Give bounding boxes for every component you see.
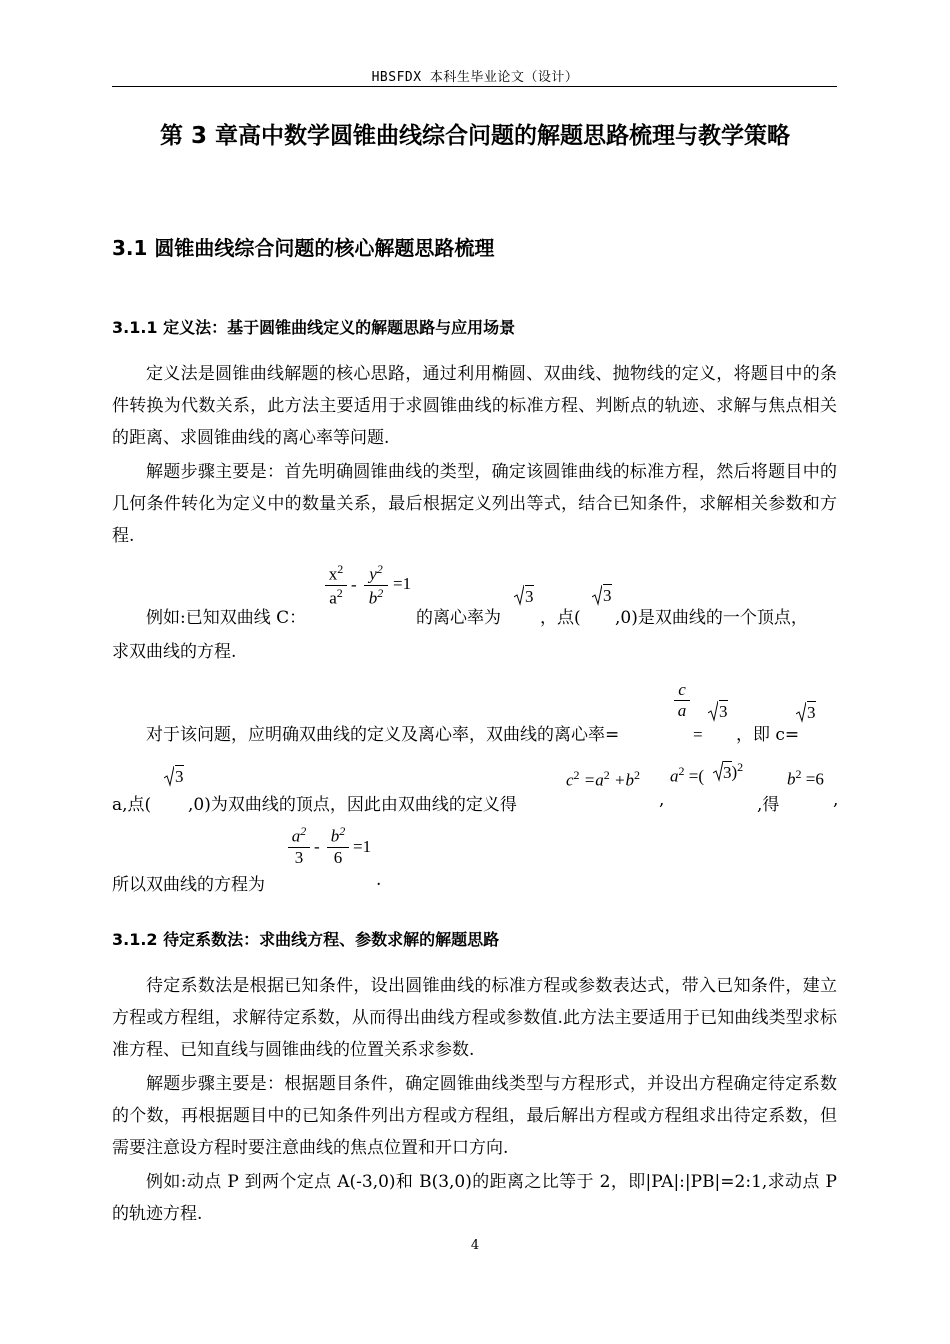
equation-a2-sqrt3: $a^2$ =( (670, 764, 704, 786)
paragraph-example-2: 例如:动点 P 到两个定点 A(-3,0)和 B(3,0)的距离之比等于 2，即|PA|:|PB|=2:1,求动点 P 的轨迹方程. (112, 1172, 838, 1224)
chapter-title: 第 3 章高中数学圆锥曲线综合问题的解题思路梳理与教学策略 (159, 123, 791, 149)
fraction-b2-6: $\frac{b^2}{6}$ (327, 824, 349, 868)
running-header: HBSFDX 本科生毕业论文（设计） (371, 70, 579, 85)
sqrt-3 (796, 701, 806, 723)
section-heading-3-1: 3.1 圆锥曲线综合问题的核心解题思路梳理 (112, 236, 495, 260)
paragraph-solution-steps: 解题步骤主要是：首先明确圆锥曲线的类型，确定该圆锥曲线的标准方程，然后将题目中的几何条件转化为定义中的数量关系，最后根据定义列出等式，结合已知条件，求解相关参数和方程. (112, 462, 837, 546)
fraction-c-a: $\frac{c}{a}$ (674, 680, 690, 721)
sqrt-3 (713, 760, 723, 782)
subsection-heading-3-1-2: 3.1.2 待定系数法：求曲线方程、参数求解的解题思路 (112, 930, 500, 949)
fraction-a2-3: $\frac{a^2}{3}$ (288, 824, 310, 868)
fraction-y2-b2: $\frac{y^2}{b^2}$ (364, 562, 388, 608)
paragraph-definition-method: 定义法是圆锥曲线解题的核心思路，通过利用椭圆、双曲线、抛物线的定义，将题目中的条件转换为代数关系，此方法主要适用于求圆锥曲线的标准方程、判断点的轨迹、求解与焦点相关的距离、求圆锥曲线的离心率等问题. (112, 364, 837, 448)
page-number: 4 (470, 1238, 480, 1253)
sqrt-3 (164, 765, 174, 787)
fraction-x2-a2: $\frac{x^2}{a^2}$ (325, 562, 347, 608)
equation-c2-a2-b2: $c^2 =a^2 +b^2$ (566, 768, 641, 790)
equation-b2-6: $b^2 =6$ (787, 767, 824, 789)
sqrt-3 (514, 584, 524, 606)
paragraph-undetermined-coefficients: 待定系数法是根据已知条件，设出圆锥曲线的标准方程或参数表达式，带入已知条件，建立方程或方程组，求解待定系数，从而得出曲线方程或参数值.此方法主要适用于已知曲线类型求标准方程、已知直线与圆锥曲线的位置关系求参数. (112, 976, 837, 1060)
example-1-prefix: 例如:已知双曲线 C： (146, 608, 307, 628)
sqrt-3 (708, 700, 718, 722)
sqrt-3 (592, 584, 602, 606)
paragraph-solution-steps-2: 解题步骤主要是：根据题目条件，确定圆锥曲线类型与方程形式，并设出方程确定待定系数的个数，再根据题目中的已知条件列出方程或方程组，最后解出方程或方程组求出待定系数，但需要注意设方程时要注意曲线的焦点位置和开口方向. (112, 1074, 837, 1158)
header-rule (112, 86, 837, 87)
subsection-heading-3-1-1: 3.1.1 定义法：基于圆锥曲线定义的解题思路与应用场景 (112, 318, 516, 337)
